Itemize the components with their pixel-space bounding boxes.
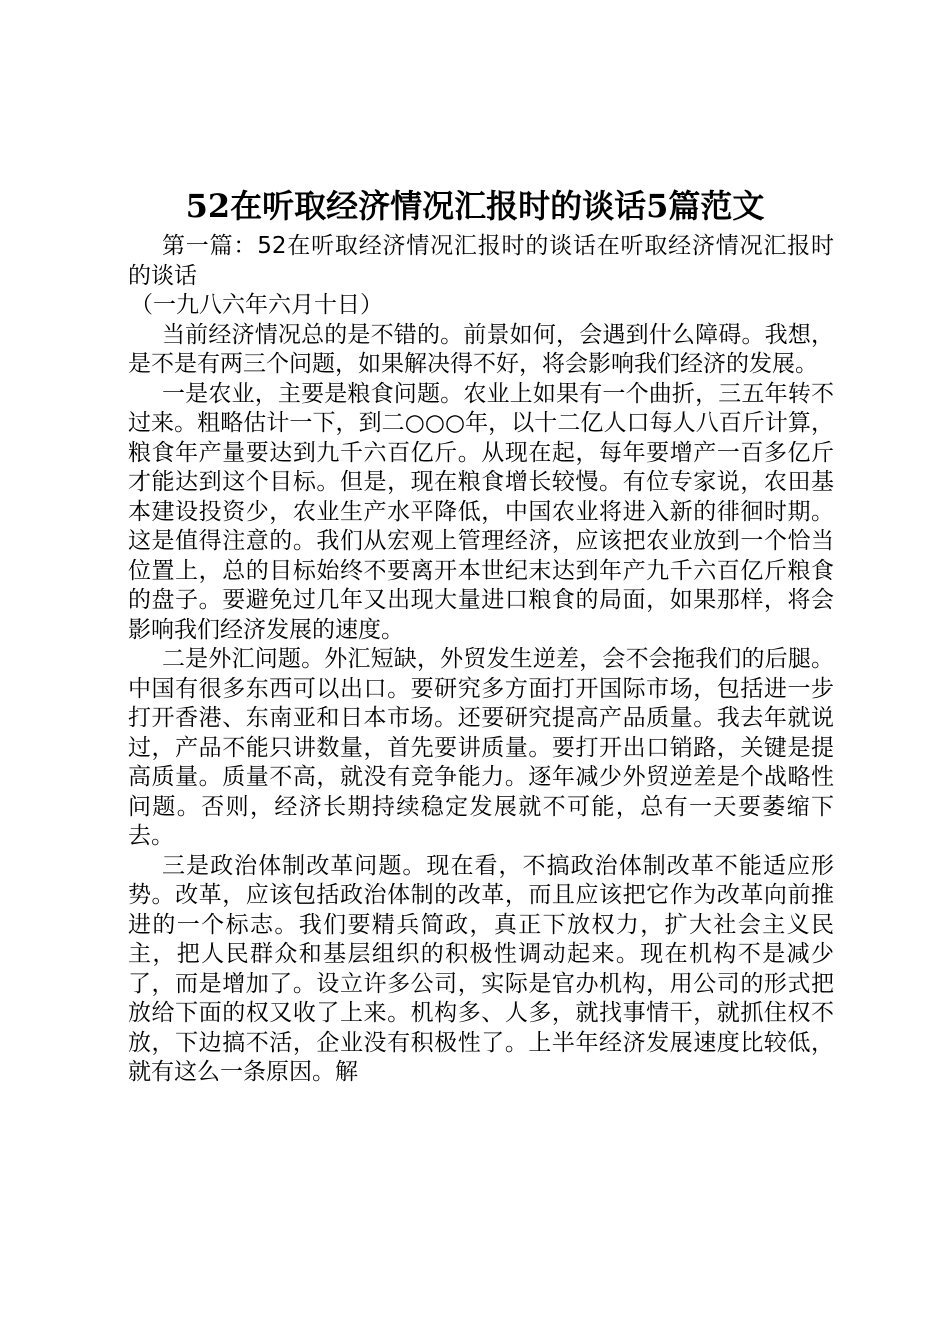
- paragraph-agriculture: 一是农业，主要是粮食问题。农业上如果有一个曲折，三五年转不过来。粗略估计一下，到二○○○年，以十二亿人口每人八百斤计算，粮食年产量要达到九千六百亿斤。从现在起，每年要增产一百多亿斤才能达到这个目标。但是，现在粮食增长较慢。有位专家说，农田基本建设投资少，农业生产水平降低，中国农业将进入新的徘徊时期。这是值得注意的。我们从宏观上管理经济，应该把农业放到一个恰当位置上，总的目标始终不要离开本世纪末达到年产九千六百亿斤粮食的盘子。要避免过几年又出现大量进口粮食的局面，如果那样，将会影响我们经济发展的速度。: [128, 380, 834, 643]
- document-body: [128, 232, 834, 1088]
- paragraph-political-reform: 三是政治体制改革问题。现在看，不搞政治体制改革不能适应形势。改革，应该包括政治体制的改革，而且应该把它作为改革向前推进的一个标志。我们要精兵简政，真正下放权力，扩大社会主义民主，把人民群众和基层组织的积极性调动起来。现在机构不是减少了，而是增加了。设立许多公司，实际是官办机构，用公司的形式把放给下面的权又收了上来。机构多、人多，就找事情干，就抓住权不放，下边搞不活，企业没有积极性了。上半年经济发展速度比较低，就有这么一条原因。解: [128, 852, 834, 1085]
- document-title: 52在听取经济情况汇报时的谈话5篇范文: [185, 187, 765, 225]
- speech-date: （一九八六年六月十日）: [130, 292, 383, 318]
- paragraph-intro: 当前经济情况总的是不错的。前景如何，会遇到什么障碍。我想，是不是有两三个问题，如果解决得不好，将会影响我们经济的发展。: [128, 321, 834, 377]
- paragraph-foreign-exchange: 二是外汇问题。外汇短缺，外贸发生逆差，会不会拖我们的后腿。中国有很多东西可以出口。要研究多方面打开国际市场，包括进一步打开香港、东南亚和日本市场。还要研究提高产品质量。我去年就说过，产品不能只讲数量，首先要讲质量。要打开出口销路，关键是提高质量。质量不高，就没有竞争能力。逐年减少外贸逆差是个战略性问题。否则，经济长期持续稳定发展就不可能，总有一天要萎缩下去。: [128, 646, 834, 849]
- section-heading: 第一篇：52在听取经济情况汇报时的谈话在听取经济情况汇报时的谈话: [128, 233, 834, 289]
